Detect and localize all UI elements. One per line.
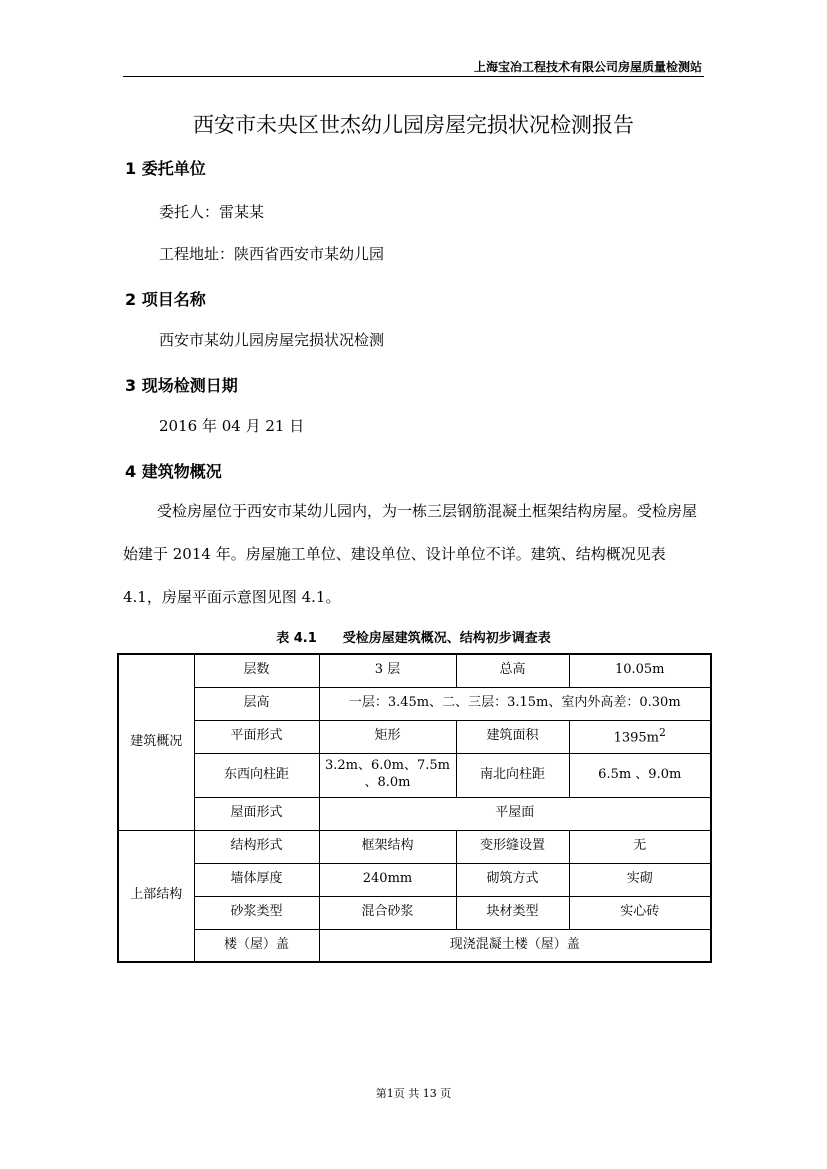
section-4-paragraph [123, 490, 708, 619]
area-value: 1395m [613, 730, 660, 746]
cell-value: 10.05m [569, 654, 711, 687]
table-row [118, 797, 711, 830]
page-header-company: 上海宝冶工程技术有限公司房屋质量检测站 [473, 60, 702, 74]
cell-value: 3 层 [319, 654, 456, 687]
cell-label: 南北向柱距 [456, 753, 569, 797]
cell-label: 楼（屋）盖 [194, 929, 319, 962]
cell-label: 层高 [194, 687, 319, 720]
cell-label: 结构形式 [194, 830, 319, 863]
section-1-heading: 1 委托单位 [125, 159, 206, 178]
table-row [118, 863, 711, 896]
cell-value: 一层：3.45m、二、三层：3.15m、室内外高差：0.30m [319, 687, 711, 720]
cell-value: 平屋面 [319, 797, 711, 830]
cell-value: 无 [569, 830, 711, 863]
cell-value: 3.2m、6.0m、7.5m 、8.0m [319, 753, 456, 797]
cell-value: 矩形 [319, 720, 456, 753]
cell-label: 建筑面积 [456, 720, 569, 753]
cell-label: 墙体厚度 [194, 863, 319, 896]
cell-label: 块材类型 [456, 896, 569, 929]
table-row [118, 654, 711, 687]
table-row [118, 687, 711, 720]
cell-value: 实心砖 [569, 896, 711, 929]
cell-value: 6.5m 、9.0m [569, 753, 711, 797]
table-row [118, 830, 711, 863]
cell-label: 砂浆类型 [194, 896, 319, 929]
table-row [118, 720, 711, 753]
report-title: 西安市未央区世杰幼儿园房屋完损状况检测报告 [193, 113, 634, 137]
cell-label: 东西向柱距 [194, 753, 319, 797]
section-2-heading: 2 项目名称 [125, 290, 206, 309]
group-label-superstructure: 上部结构 [118, 830, 194, 962]
table-row [118, 896, 711, 929]
header-divider [123, 76, 704, 77]
client-line: 委托人：雷某某 [159, 203, 265, 221]
cell-label: 变形缝设置 [456, 830, 569, 863]
cell-label: 屋面形式 [194, 797, 319, 830]
cell-value: 混合砂浆 [319, 896, 456, 929]
building-survey-table [117, 653, 712, 963]
building-overview-text: 受检房屋位于西安市某幼儿园内，为一栋三层钢筋混凝土框架结构房屋。受检房屋始建于 2014 年。房屋施工单位、建设单位、设计单位不详。建筑、结构概况见表 4.1，房屋平面示意图见图 4.1。 [123, 502, 698, 606]
cell-value: 240mm [319, 863, 456, 896]
cell-label: 平面形式 [194, 720, 319, 753]
cell-label: 层数 [194, 654, 319, 687]
table-number: 表 4.1 [276, 631, 317, 646]
cell-label: 砌筑方式 [456, 863, 569, 896]
page-footer: 第1页 共 13 页 [375, 1087, 452, 1100]
table-row [118, 753, 711, 797]
project-name: 西安市某幼儿园房屋完损状况检测 [159, 331, 385, 349]
cell-value [569, 720, 711, 753]
table-title: 受检房屋建筑概况、结构初步调查表 [342, 631, 551, 646]
cell-value: 实砌 [569, 863, 711, 896]
address-line: 工程地址：陕西省西安市某幼儿园 [159, 245, 385, 263]
cell-value: 框架结构 [319, 830, 456, 863]
table-caption [0, 627, 827, 646]
group-label-architecture: 建筑概况 [118, 654, 194, 830]
cell-label: 总高 [456, 654, 569, 687]
cell-value: 现浇混凝土楼（屋）盖 [319, 929, 711, 962]
area-unit-superscript: 2 [659, 725, 666, 739]
table-row [118, 929, 711, 962]
section-4-heading: 4 建筑物概况 [125, 462, 222, 481]
section-3-heading: 3 现场检测日期 [125, 376, 238, 395]
inspection-date: 2016 年 04 月 21 日 [159, 417, 305, 435]
